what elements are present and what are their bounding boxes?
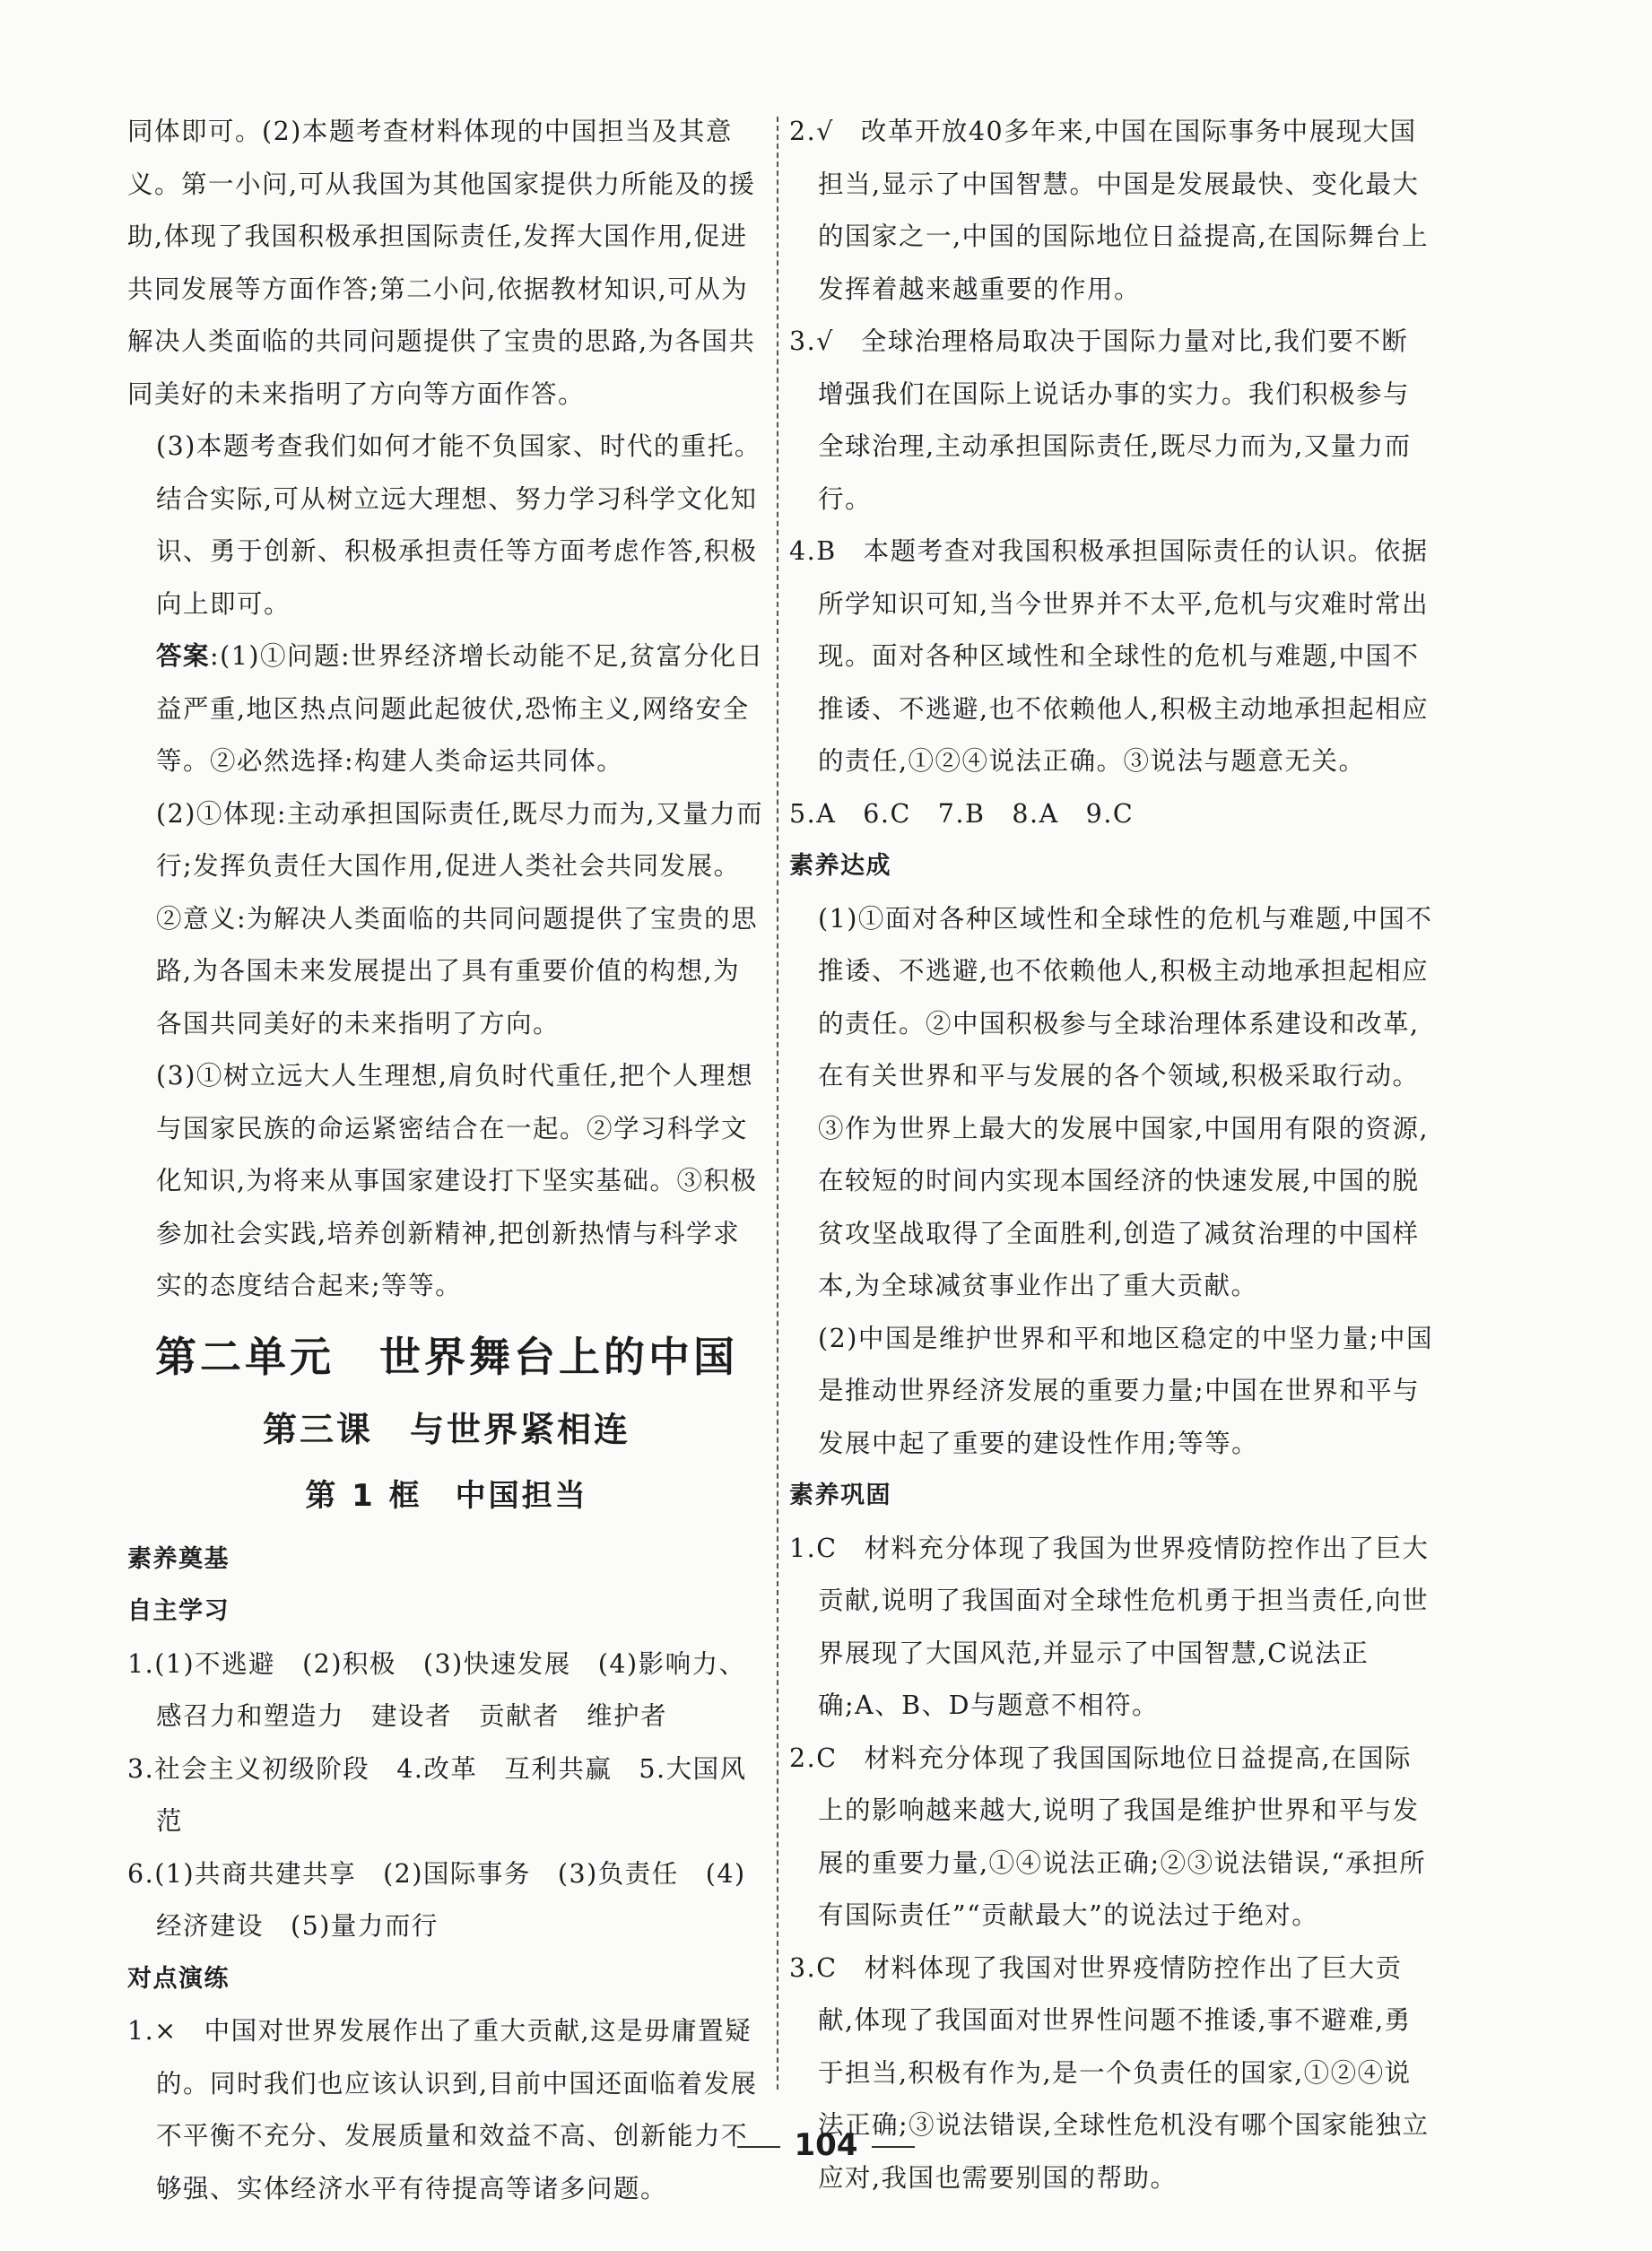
achieve-paragraph-1: (1)①面对各种区域性和全球性的危机与难题,中国不推诿、不逃避,也不依赖他人,积极主动地承担起相应的责任。②中国积极参与全球治理体系建设和改革,在有关世界和平与发展的各个领域,积极采取行动。③作为世界上最大的发展中国家,中国用有限的资源,在较短的时间内实现本国经济的快速发展,中国的脱贫攻坚战取得了全面胜利,创造了减贫治理的中国样本,为全球减贫事业作出了重大贡献。	[818, 903, 1433, 1300]
drill-item-3: 3.√ 全球治理格局取决于国际力量对比,我们要不断增强我们在国际上说话办事的实力。我们积极参与全球治理,主动承担国际责任,既尽力而为,又量力而行。	[789, 326, 1412, 514]
unit-title: 第二单元 世界舞台上的中国	[155, 1332, 738, 1381]
section-heading-drill: 对点演练	[127, 1964, 230, 1993]
page-footer	[0, 2127, 1652, 2163]
section-heading-self-study: 自主学习	[127, 1597, 230, 1625]
footer-dash-right	[872, 2146, 915, 2148]
answer-text-1: :(1)①问题:世界经济增长动能不足,贫富分化日益严重,地区热点问题此起彼伏,恐怖主义,网络安全等。②必然选择:构建人类命运共同体。	[156, 641, 764, 776]
answer-paragraph-2: (2)①体现:主动承担国际责任,既尽力而为,又量力而行;发挥负责任大国作用,促进人类社会共同发展。②意义:为解决人类面临的共同问题提供了宝贵的思路,为各国未来发展提出了具有重要价值的构想,为各国共同美好的未来指明了方向。	[156, 798, 764, 1039]
analysis-paragraph-1: 同体即可。(2)本题考查材料体现的中国担当及其意义。第一小问,可从我国为其他国家提供力所能及的援助,体现了我国积极承担国际责任,发挥大国作用,促进共同发展等方面作答;第二小问,依据教材知识,可从为解决人类面临的共同问题提供了宝贵的思路,为各国共同美好的未来指明了方向等方面作答。	[127, 117, 756, 409]
section-heading-achieve: 素养达成	[789, 852, 891, 880]
drill-item-4: 4.B 本题考查对我国积极承担国际责任的认识。依据所学知识可知,当今世界并不太平,危机与灾难时常出现。面对各种区域性和全球性的危机与难题,中国不推诿、不逃避,也不依赖他人,积极主动地承担起相应的责任,①②④说法正确。③说法与题意无关。	[789, 536, 1430, 776]
section-heading-consolidate: 素养巩固	[789, 1482, 891, 1509]
consolidate-item-2: 2.C 材料充分体现了我国国际地位日益提高,在国际上的影响越来越大,说明了我国是维护世界和平与发展的重要力量,①④说法正确;②③说法错误,“承担所有国际责任”“贡献最大”的说法过于绝对。	[789, 1743, 1427, 1930]
drill-items-5-9: 5.A 6.C 7.B 8.A 9.C	[789, 798, 1135, 829]
lesson-title: 第三课 与世界紧相连	[262, 1409, 630, 1449]
left-column	[127, 106, 766, 2215]
self-study-item-1: 1.(1)不逃避 (2)积极 (3)快速发展 (4)影响力、感召力和塑造力 建设者 贡献者 维护者	[127, 1648, 746, 1731]
answer-paragraph-3: (3)①树立远大人生理想,肩负时代重任,把个人理想与国家民族的命运紧密结合在一起。②学习科学文化知识,为将来从事国家建设打下坚实基础。③积极参加社会实践,培养创新精神,把创新热情与科学求实的态度结合起来;等等。	[156, 1061, 758, 1300]
self-study-item-6: 6.(1)共商共建共享 (2)国际事务 (3)负责任 (4)经济建设 (5)量力而行	[127, 1858, 746, 1941]
drill-item-1: 1.× 中国对世界发展作出了重大贡献,这是毋庸置疑的。同时我们也应该认识到,目前中国还面临着发展不平衡不充分、发展质量和效益不高、创新能力不够强、实体经济水平有待提高等诸多问题。	[127, 2016, 758, 2203]
achieve-paragraph-2: (2)中国是维护世界和平和地区稳定的中坚力量;中国是推动世界经济发展的重要力量;中国在世界和平与发展中起了重要的建设性作用;等等。	[818, 1323, 1433, 1458]
drill-item-2: 2.√ 改革开放40多年来,中国在国际事务中展现大国担当,显示了中国智慧。中国是发展最快、变化最大的国家之一,中国的国际地位日益提高,在国际舞台上发挥着越来越重要的作用。	[789, 117, 1430, 304]
answer-paragraph-1	[127, 630, 766, 788]
right-column	[789, 106, 1435, 2204]
section-heading-foundation: 素养奠基	[127, 1544, 230, 1573]
frame-title: 第 1 框 中国担当	[305, 1477, 588, 1514]
consolidate-item-3: 3.C 材料体现了我国对世界疫情防控作出了巨大贡献,体现了我国面对世界性问题不推诿,事不避难,勇于担当,积极有作为,是一个负责任的国家,①②④说法正确;③说法错误,全球性危机没有哪个国家能独立应对,我国也需要别国的帮助。	[789, 1952, 1430, 2193]
answer-label: 答案	[156, 641, 211, 671]
consolidate-item-1: 1.C 材料充分体现了我国为世界疫情防控作出了巨大贡献,说明了我国面对全球性危机勇于担当责任,向世界展现了大国风范,并显示了中国智慧,C说法正确;A、B、D与题意不相符。	[789, 1533, 1430, 1720]
footer-dash-left	[737, 2146, 780, 2148]
analysis-paragraph-2: (3)本题考查我们如何才能不负国家、时代的重托。结合实际,可从树立远大理想、努力学习科学文化知识、勇于创新、积极承担责任等方面考虑作答,积极向上即可。	[156, 431, 761, 619]
column-divider	[777, 117, 778, 2090]
page-number: 104	[794, 2127, 858, 2163]
self-study-item-3: 3.社会主义初级阶段 4.改革 互利共赢 5.大国风范	[127, 1753, 747, 1836]
